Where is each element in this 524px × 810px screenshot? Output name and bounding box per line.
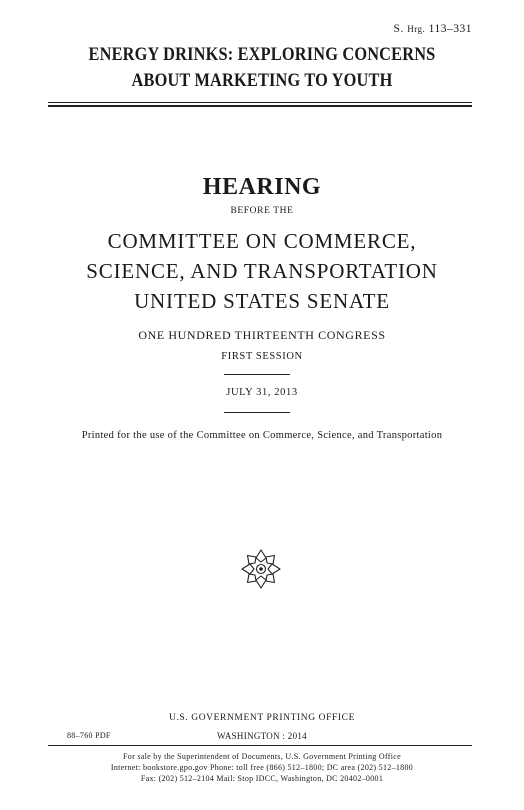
footer-rule: [48, 745, 472, 746]
committee-name-line1: COMMITTEE ON COMMERCE,: [107, 229, 417, 253]
document-title-line2: ABOUT MARKETING TO YOUTH: [131, 70, 393, 91]
sale-info-line3: Fax: (202) 512–2104 Mail: Stop IDCC, Washington, DC 20402–0001: [140, 774, 384, 783]
place-and-year: WASHINGTON : 2014: [217, 731, 307, 741]
hearing-number: S. Hrg. 113–331: [393, 23, 472, 35]
hearing-date: JULY 31, 2013: [226, 387, 298, 398]
gpo-star-ornament-icon: [239, 547, 283, 591]
title-rule-bottom: [48, 105, 472, 107]
before-the-text: BEFORE THE: [230, 206, 294, 216]
sale-info-line1: For sale by the Superintendent of Documents, U.S. Government Printing Office: [123, 752, 401, 761]
committee-name-line2: SCIENCE, AND TRANSPORTATION: [86, 259, 438, 283]
congress-text: ONE HUNDRED THIRTEENTH CONGRESS: [138, 328, 386, 342]
hearing-heading: HEARING: [202, 174, 322, 200]
pdf-number: 88–760 PDF: [67, 731, 111, 740]
committee-name-line3: UNITED STATES SENATE: [134, 289, 390, 313]
date-rule-top: [224, 374, 290, 375]
session-text: FIRST SESSION: [221, 351, 303, 362]
document-title-line1: ENERGY DRINKS: EXPLORING CONCERNS: [88, 44, 436, 65]
date-rule-bottom: [224, 412, 290, 413]
printed-for-text: Printed for the use of the Committee on Commerce, Science, and Transportation: [81, 430, 443, 441]
sale-info-line2: Internet: bookstore.gpo.gov Phone: toll free (866) 512–1800; DC area (202) 512–1800: [110, 763, 414, 772]
printing-office-name: U.S. GOVERNMENT PRINTING OFFICE: [168, 713, 355, 723]
title-rule-top: [48, 102, 472, 103]
